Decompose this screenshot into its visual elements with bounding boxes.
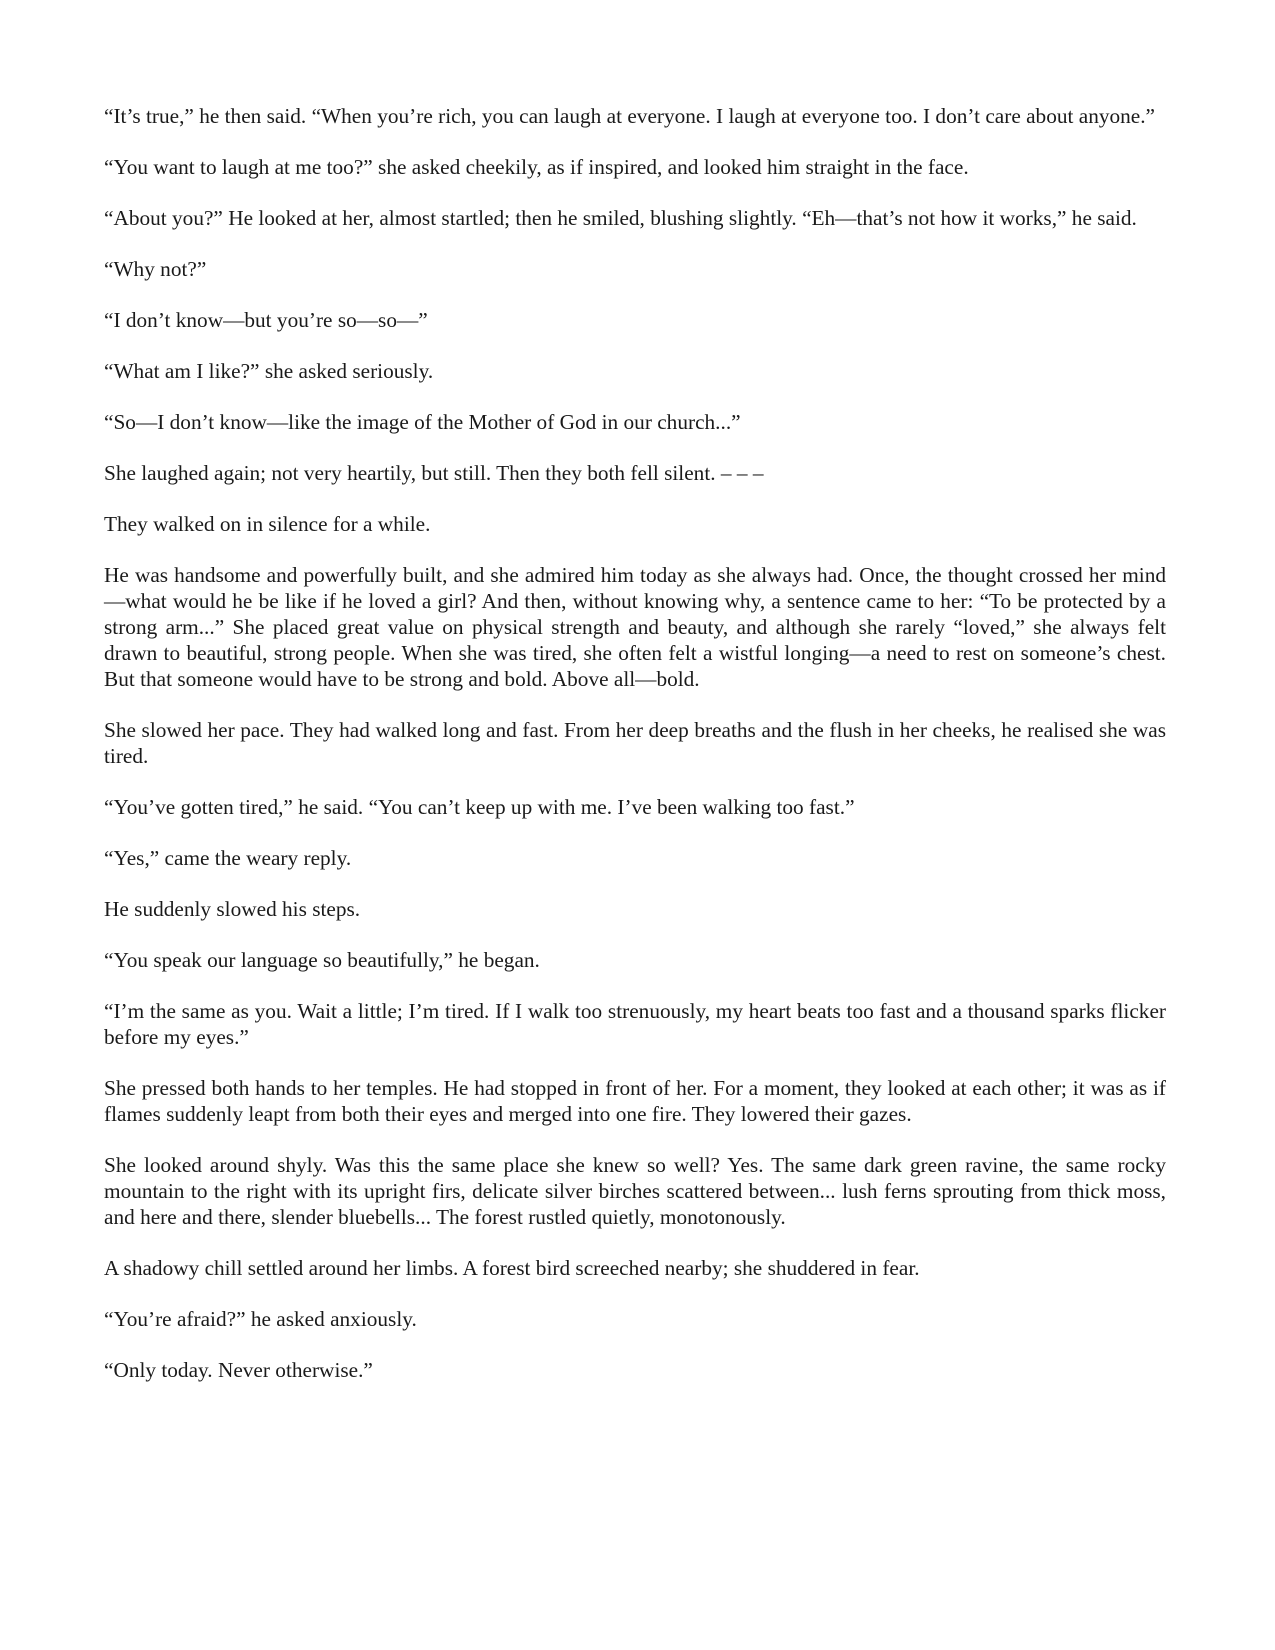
paragraph: “It’s true,” he then said. “When you’re rich, you can laugh at everyone. I laugh at everyone too. I don’t care about anyone.” (104, 104, 1156, 128)
paragraph: “Yes,” came the weary reply. (104, 846, 352, 870)
paragraph: He suddenly slowed his steps. (104, 897, 361, 921)
paragraph: “You’re afraid?” he asked anxiously. (104, 1307, 417, 1331)
paragraph: She laughed again; not very heartily, but still. Then they both fell silent. – – – (104, 461, 764, 485)
paragraph: “You want to laugh at me too?” she asked cheekily, as if inspired, and looked him straight in the face. (104, 155, 969, 179)
paragraph: “You speak our language so beautifully,” he began. (104, 948, 540, 972)
paragraph: “Why not?” (104, 257, 207, 281)
paragraph: He was handsome and powerfully built, and she admired him today as she always had. Once, the thought crossed her mind—what would he be like if he loved a girl? And then, without knowing why, a sentence came to her: “To be protected by a strong arm...” She placed great value on physical strength and beauty, and although she rarely “loved,” she always felt drawn to beautiful, strong people. When she was tired, she often felt a wistful longing—a need to rest on someone’s chest. But that someone would have to be strong and bold. Above all—bold. (104, 563, 1166, 691)
paragraph: A shadowy chill settled around her limbs. A forest bird screeched nearby; she shuddered in fear. (104, 1256, 920, 1280)
paragraph: “What am I like?” she asked seriously. (104, 359, 434, 383)
paragraph: She slowed her pace. They had walked long and fast. From her deep breaths and the flush in her cheeks, he realised she was tired. (104, 718, 1166, 768)
document-page (104, 103, 1166, 1408)
paragraph: “Only today. Never otherwise.” (104, 1358, 373, 1382)
paragraph: “You’ve gotten tired,” he said. “You can’t keep up with me. I’ve been walking too fast.” (104, 795, 855, 819)
paragraph: She pressed both hands to her temples. He had stopped in front of her. For a moment, they looked at each other; it was as if flames suddenly leapt from both their eyes and merged into one fire. They lowered their gazes. (104, 1076, 1166, 1126)
paragraph: She looked around shyly. Was this the same place she knew so well? Yes. The same dark green ravine, the same rocky mountain to the right with its upright firs, delicate silver birches scattered between... lush ferns sprouting from thick moss, and here and there, slender bluebells... The forest rustled quietly, monotonously. (104, 1153, 1166, 1229)
paragraph: “So—I don’t know—like the image of the Mother of God in our church...” (104, 410, 741, 434)
paragraph: “About you?” He looked at her, almost startled; then he smiled, blushing slightly. “Eh—that’s not how it works,” he said. (104, 206, 1137, 230)
paragraph: They walked on in silence for a while. (104, 512, 431, 536)
paragraph: “I don’t know—but you’re so—so—” (104, 308, 428, 332)
paragraph: “I’m the same as you. Wait a little; I’m tired. If I walk too strenuously, my heart beats too fast and a thousand sparks flicker before my eyes.” (104, 999, 1166, 1049)
